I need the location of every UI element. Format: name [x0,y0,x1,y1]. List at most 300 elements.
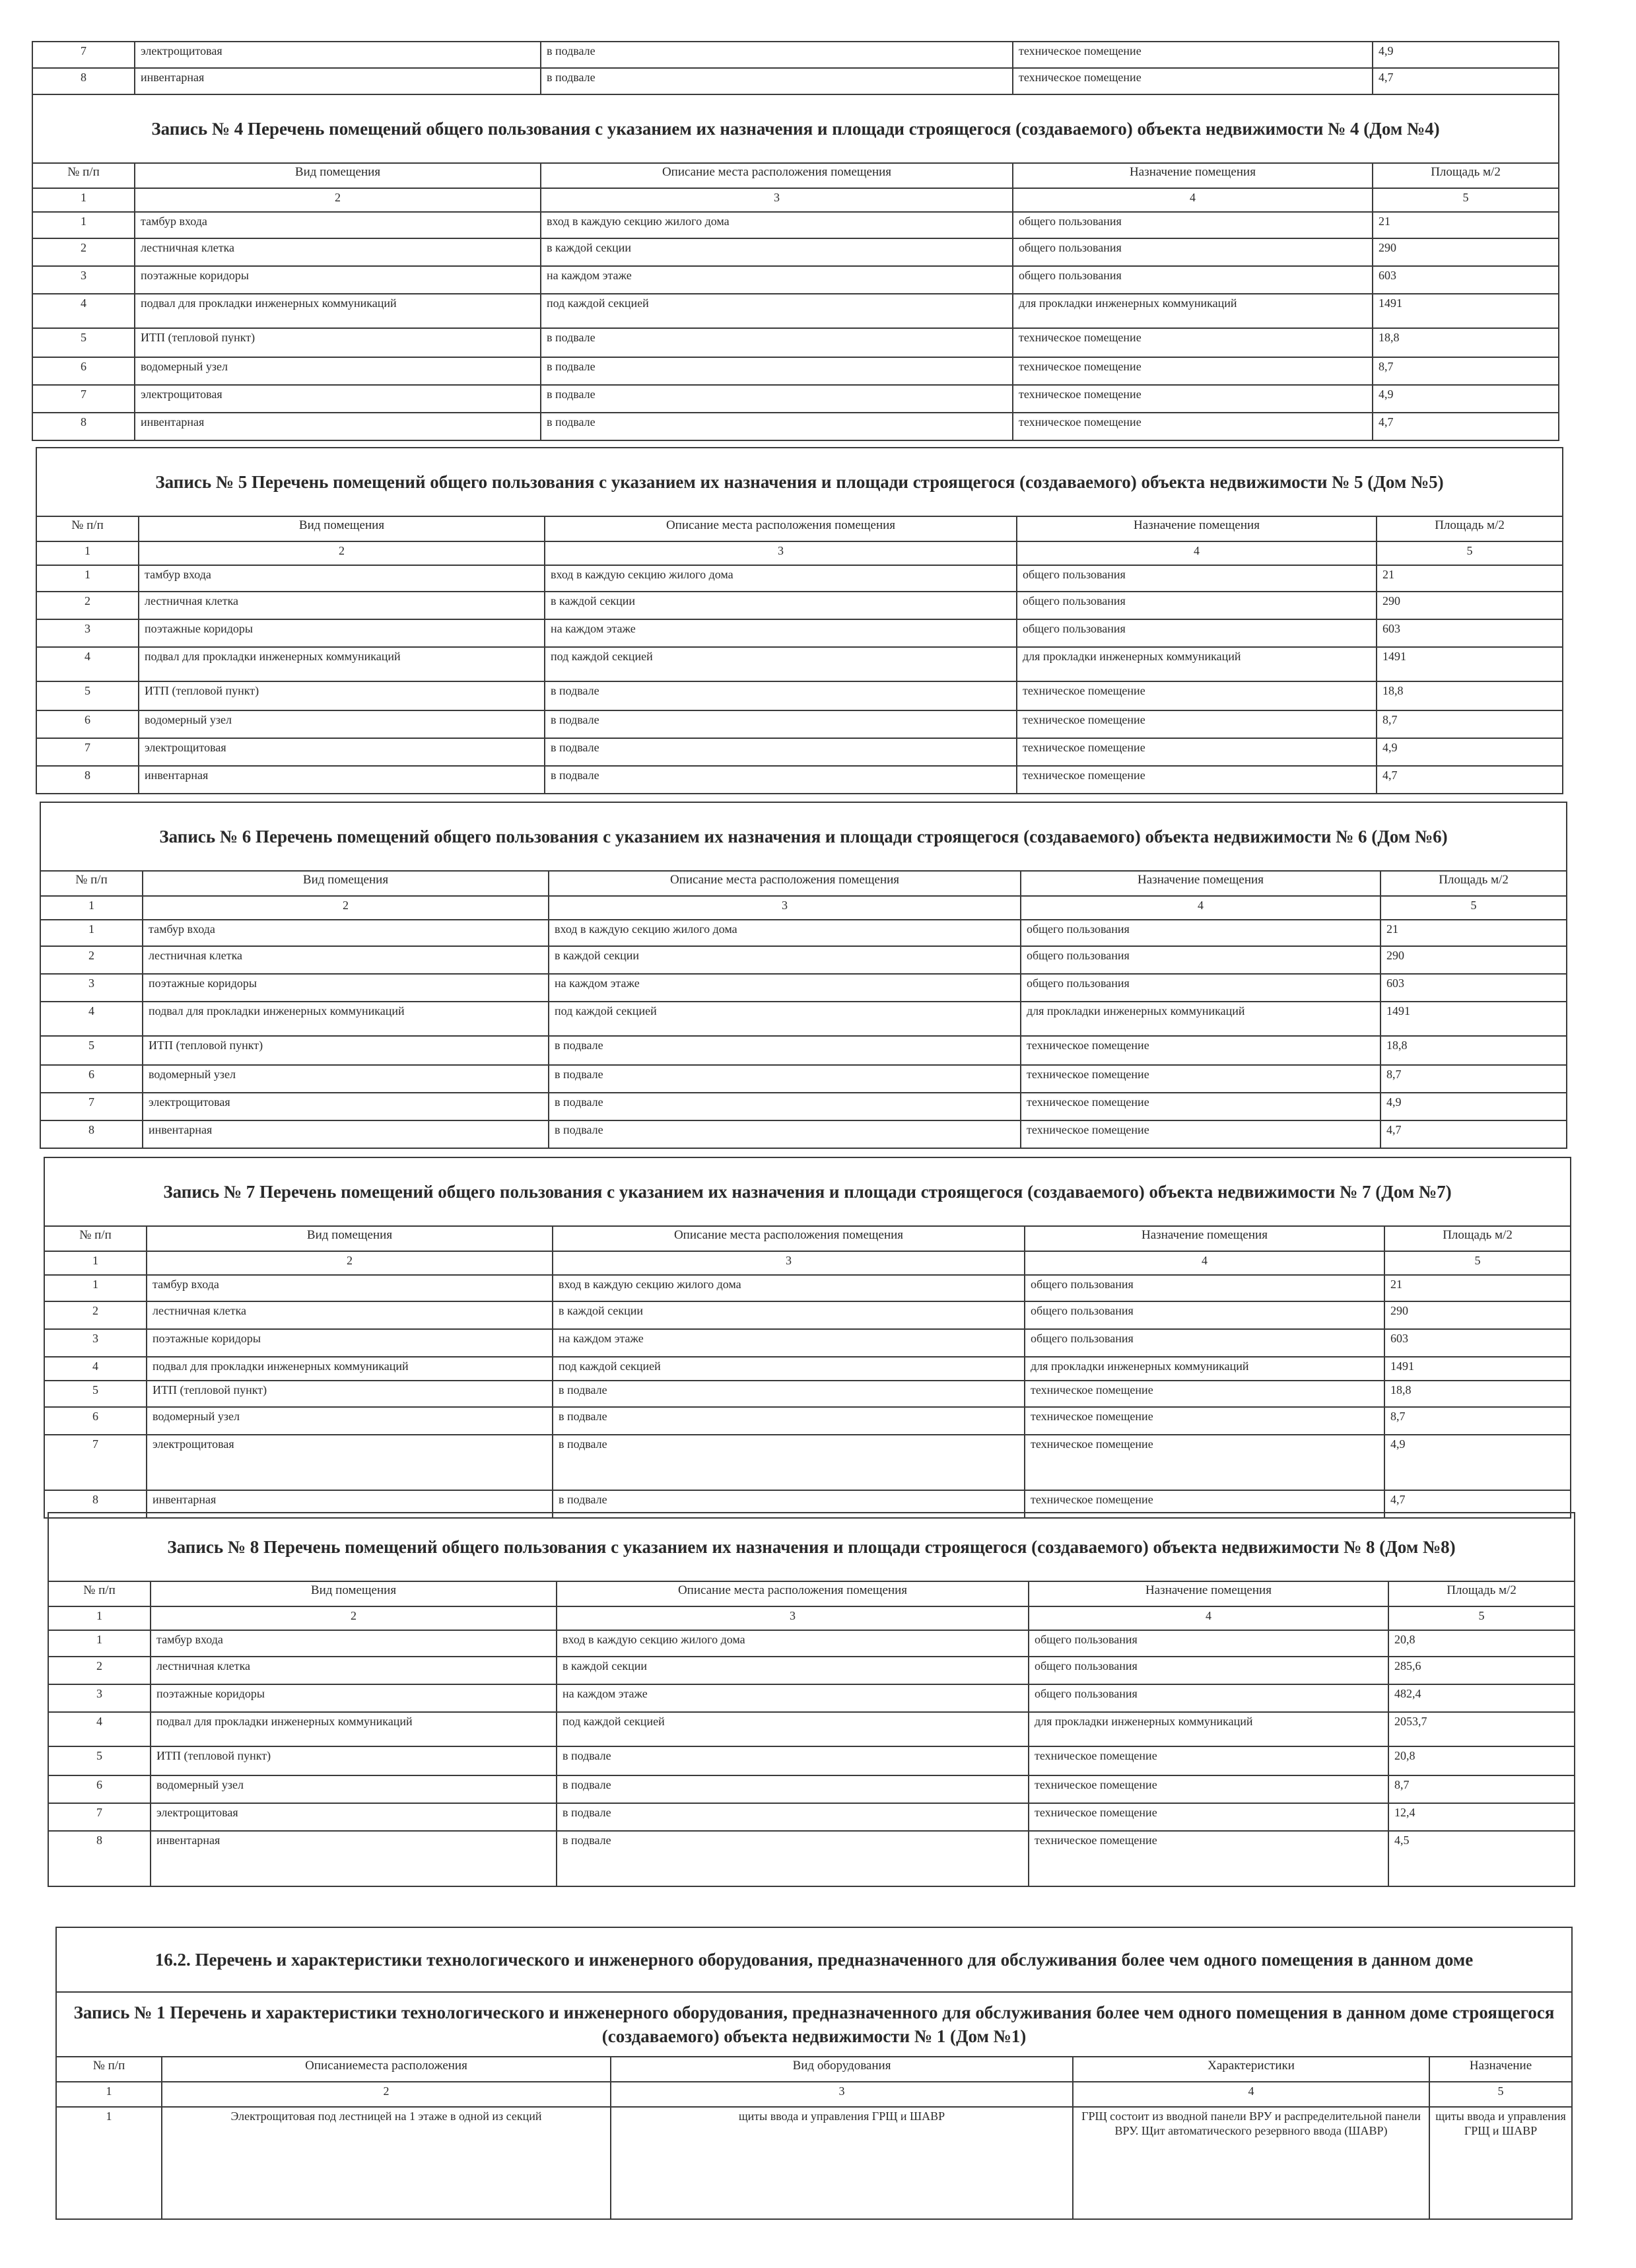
cell-area: 603 [1380,974,1567,1002]
cell-place: под каждой секцией [553,1357,1025,1381]
cell-kind: подвал для прокладки инженерных коммуникаций [135,294,541,328]
cell-num: 2 [48,1657,151,1684]
cell-area: 8,7 [1380,1065,1567,1093]
table-row [40,974,1567,1002]
cell-kind: тамбур входа [139,565,545,592]
cell-area: 8,7 [1377,710,1563,738]
cell-purpose: для прокладки инженерных коммуникаций [1025,1357,1384,1381]
cell-purpose: общего пользования [1021,974,1380,1002]
cell-area: 21 [1380,920,1567,946]
cell-purpose: техническое помещение [1013,357,1373,385]
record-table [48,1512,1575,1887]
cell-area: 603 [1373,266,1559,294]
cell-purpose: техническое помещение [1025,1490,1384,1518]
cell-place: вход в каждую секцию жилого дома [557,1630,1029,1657]
header-place: Описание места расположения помещения [557,1581,1029,1606]
header-purpose: Назначение помещения [1029,1581,1388,1606]
colnum-4: 4 [1021,896,1380,920]
cell-place: в подвале [553,1435,1025,1490]
cell-num: 7 [44,1435,147,1490]
table-row [48,1775,1575,1803]
cell-equipment: щиты ввода и управления ГРЩ и ШАВР [611,2107,1073,2219]
cell-num: 1 [32,212,135,238]
cell-kind: водомерный узел [143,1065,549,1093]
table-row [32,294,1559,328]
cell-num: 4 [48,1712,151,1746]
table-row [32,357,1559,385]
header-num: № п/п [36,516,139,541]
cell-kind: поэтажные коридоры [151,1684,557,1712]
cell-purpose: общего пользования [1013,212,1373,238]
table-row [44,1381,1571,1407]
cell-kind: лестничная клетка [151,1657,557,1684]
table-row [36,516,1563,541]
table-row [36,710,1563,738]
header-place: Описание места расположения помещения [553,1226,1025,1251]
cell-kind: поэтажные коридоры [139,619,545,647]
cell-area: 285,6 [1388,1657,1575,1684]
cell-area: 18,8 [1377,681,1563,710]
cell-area: 4,9 [1384,1435,1571,1490]
table-row [32,188,1559,212]
cell-num: 6 [48,1775,151,1803]
colnum-1: 1 [44,1251,147,1275]
colnum-1: 1 [36,541,139,565]
cell-area: 18,8 [1373,328,1559,357]
header-num: № п/п [44,1226,147,1251]
cell-num: 5 [36,681,139,710]
cell-area: 21 [1373,212,1559,238]
colnum-5: 5 [1373,188,1559,212]
cell-num: 8 [48,1831,151,1886]
cell-area: 18,8 [1384,1381,1571,1407]
cell-purpose: общего пользования [1025,1275,1384,1301]
cell-purpose: щиты ввода и управления ГРЩ и ШАВР [1429,2107,1572,2219]
cell-purpose: техническое помещение [1021,1036,1380,1065]
colnum-1: 1 [40,896,143,920]
cell-kind: инвентарная [135,413,541,440]
cell-area: 4,7 [1377,766,1563,794]
cell-place: вход в каждую секцию жилого дома [545,565,1017,592]
cell-place: на каждом этаже [545,619,1017,647]
cell-place: в подвале [549,1036,1021,1065]
colnum-1: 1 [32,188,135,212]
table-row [40,1002,1567,1036]
cell-kind: лестничная клетка [139,592,545,619]
cell-area: 4,9 [1373,385,1559,413]
header-area: Площадь м/2 [1388,1581,1575,1606]
cell-kind: водомерный узел [135,357,541,385]
record-title: Запись № 6 Перечень помещений общего пользования с указанием их назначения и площади строящегося (создаваемого) объекта недвижимости № 6 (Дом №6) [40,802,1567,871]
colnum-4: 4 [1029,1606,1388,1630]
cell-kind: ИТП (тепловой пункт) [151,1746,557,1775]
cell-place: в каждой секции [545,592,1017,619]
header-area: Площадь м/2 [1384,1226,1571,1251]
cell-place: под каждой секцией [549,1002,1021,1036]
cell-area: 8,7 [1373,357,1559,385]
cell-area: 4,5 [1388,1831,1575,1886]
cell-place: в подвале [545,681,1017,710]
cell-place: на каждом этаже [549,974,1021,1002]
cell-kind: подвал для прокладки инженерных коммуникаций [151,1712,557,1746]
cell-place: вход в каждую секцию жилого дома [541,212,1013,238]
cell-num: 5 [40,1036,143,1065]
cell-kind: лестничная клетка [143,946,549,974]
table-row [40,946,1567,974]
cell-kind: поэтажные коридоры [135,266,541,294]
table-row [40,1065,1567,1093]
cell-num: 3 [44,1329,147,1357]
header-purpose: Назначение помещения [1025,1226,1384,1251]
table-row [44,1329,1571,1357]
header-purpose: Назначение [1429,2057,1572,2082]
table-row [32,212,1559,238]
cell-place: в подвале [549,1093,1021,1120]
table-row [44,1226,1571,1251]
cell-kind: инвентарная [139,766,545,794]
cell-num: 3 [36,619,139,647]
cell-kind: ИТП (тепловой пункт) [139,681,545,710]
cell-kind: лестничная клетка [135,238,541,266]
colnum-2: 2 [139,541,545,565]
cell-place: в подвале [541,385,1013,413]
cell-kind: тамбур входа [147,1275,553,1301]
cell-kind: подвал для прокладки инженерных коммуникаций [143,1002,549,1036]
cell-purpose: общего пользования [1029,1630,1388,1657]
table-row [44,1251,1571,1275]
colnum-4: 4 [1073,2082,1429,2107]
cell-num: 5 [48,1746,151,1775]
cell-num: 2 [36,592,139,619]
header-area: Площадь м/2 [1377,516,1563,541]
cell-place: в подвале [541,328,1013,357]
table-row [36,766,1563,794]
cell-place: в подвале [549,1065,1021,1093]
cell-purpose: техническое помещение [1025,1407,1384,1435]
colnum-1: 1 [48,1606,151,1630]
cell-purpose: техническое помещение [1013,328,1373,357]
cell-place: в подвале [557,1803,1029,1831]
cell-area: 4,9 [1380,1093,1567,1120]
table-row [40,802,1567,871]
header-place: Описание места расположения помещения [545,516,1017,541]
cell-kind: инвентарная [143,1120,549,1148]
cell-kind: электрощитовая [147,1435,553,1490]
cell-num: 1 [48,1630,151,1657]
table-row [36,541,1563,565]
header-kind: Вид помещения [135,163,541,188]
cell-area: 4,9 [1377,738,1563,766]
cell-place: в подвале [545,766,1017,794]
cell-area: 1491 [1373,294,1559,328]
cell-purpose: техническое помещение [1017,766,1377,794]
table-row [36,738,1563,766]
cell-area: 290 [1380,946,1567,974]
cell-purpose: техническое помещение [1017,681,1377,710]
cell-purpose: техническое помещение [1029,1803,1388,1831]
cell-num: 8 [36,766,139,794]
table-row [40,1120,1567,1148]
cell-kind: подвал для прокладки инженерных коммуникаций [139,647,545,681]
header-purpose: Назначение помещения [1013,163,1373,188]
table-row [40,871,1567,896]
cell-place: под каждой секцией [557,1712,1029,1746]
cell-area: 4,7 [1373,68,1559,94]
table-row [48,1803,1575,1831]
table-row [32,163,1559,188]
table-row [44,1275,1571,1301]
header-num: № п/п [48,1581,151,1606]
cell-purpose: для прокладки инженерных коммуникаций [1013,294,1373,328]
cell-kind: ИТП (тепловой пункт) [135,328,541,357]
table-row [32,385,1559,413]
cell-num: 3 [40,974,143,1002]
cell-area: 4,7 [1373,413,1559,440]
colnum-5: 5 [1384,1251,1571,1275]
cell-purpose: общего пользования [1013,238,1373,266]
cell-num: 1 [44,1275,147,1301]
record-title: Запись № 5 Перечень помещений общего пользования с указанием их назначения и площади строящегося (создаваемого) объекта недвижимости № 5 (Дом №5) [36,448,1563,516]
cell-num: 6 [32,357,135,385]
cell-num: 5 [32,328,135,357]
cell-place: в подвале [553,1490,1025,1518]
cell-kind: поэтажные коридоры [147,1329,553,1357]
record-title: Запись № 7 Перечень помещений общего пользования с указанием их назначения и площади строящегося (создаваемого) объекта недвижимости № 7 (Дом №7) [44,1157,1571,1226]
cell-purpose: общего пользования [1029,1684,1388,1712]
colnum-5: 5 [1380,896,1567,920]
cell-num: 8 [32,413,135,440]
cell-kind: водомерный узел [151,1775,557,1803]
section-16-2-title: 16.2. Перечень и характеристики технологического и инженерного оборудования, предназначенного для обслуживания более чем одного помещения в данном доме [56,1927,1572,1992]
section-16-2-table [55,1927,1573,2220]
table-row [36,619,1563,647]
cell-place: в подвале [553,1407,1025,1435]
cell-purpose: общего пользования [1021,946,1380,974]
cell-area: 12,4 [1388,1803,1575,1831]
cell-purpose: техническое помещение [1029,1775,1388,1803]
cell-kind: лестничная клетка [147,1301,553,1329]
cell-area: 20,8 [1388,1746,1575,1775]
cell-kind: водомерный узел [139,710,545,738]
record-table [44,1157,1571,1519]
cell-num: 7 [40,1093,143,1120]
cell-area: 1491 [1377,647,1563,681]
cell-place: в подвале [541,357,1013,385]
colnum-3: 3 [553,1251,1025,1275]
header-area: Площадь м/2 [1373,163,1559,188]
table-row [40,920,1567,946]
cell-num: 4 [32,294,135,328]
cell-kind: электрощитовая [151,1803,557,1831]
cell-purpose: общего пользования [1013,266,1373,294]
cell-purpose: техническое помещение [1029,1831,1388,1886]
header-kind: Вид помещения [147,1226,553,1251]
cell-kind: подвал для прокладки инженерных коммуникаций [147,1357,553,1381]
cell-place: под каждой секцией [541,294,1013,328]
table-row [48,1630,1575,1657]
cell-place: в подвале [557,1746,1029,1775]
header-location: Описаниеместа расположения [162,2057,611,2082]
table-row [48,1581,1575,1606]
table-row [48,1513,1575,1581]
colnum-5: 5 [1388,1606,1575,1630]
cell-num: 7 [32,385,135,413]
header-specs: Характеристики [1073,2057,1429,2082]
cell-place: в подвале [557,1831,1029,1886]
cell-place: в каждой секции [541,238,1013,266]
cell-kind: инвентарная [147,1490,553,1518]
cell-place: в подвале [557,1775,1029,1803]
cell-num: 8 [32,68,135,94]
cell-place: в каждой секции [549,946,1021,974]
cell-purpose: техническое помещение [1013,413,1373,440]
table-row [48,1746,1575,1775]
cell-purpose: техническое помещение [1021,1065,1380,1093]
colnum-5: 5 [1429,2082,1572,2107]
cell-kind: водомерный узел [147,1407,553,1435]
cell-purpose: техническое помещение [1029,1746,1388,1775]
header-num: № п/п [32,163,135,188]
cell-purpose: техническое помещение [1025,1435,1384,1490]
table-row [40,1093,1567,1120]
table-row [32,238,1559,266]
table-row [36,681,1563,710]
cell-place: в подвале [541,42,1013,68]
table-row [48,1712,1575,1746]
cell-area: 18,8 [1380,1036,1567,1065]
colnum-3: 3 [545,541,1017,565]
table-row [44,1301,1571,1329]
cell-area: 1491 [1384,1357,1571,1381]
table-row [32,94,1559,163]
cell-num: 3 [48,1684,151,1712]
cell-kind: поэтажные коридоры [143,974,549,1002]
cell-area: 20,8 [1388,1630,1575,1657]
table-row [56,2107,1572,2219]
colnum-4: 4 [1013,188,1373,212]
cell-num: 7 [48,1803,151,1831]
record-title: Запись № 4 Перечень помещений общего пользования с указанием их назначения и площади строящегося (создаваемого) объекта недвижимости № 4 (Дом №4) [32,94,1559,163]
table-row [36,592,1563,619]
cell-purpose: для прокладки инженерных коммуникаций [1021,1002,1380,1036]
cell-area: 2053,7 [1388,1712,1575,1746]
colnum-3: 3 [549,896,1021,920]
header-area: Площадь м/2 [1380,871,1567,896]
cell-place: в подвале [541,413,1013,440]
header-purpose: Назначение помещения [1021,871,1380,896]
cell-num: 6 [36,710,139,738]
cell-num: 4 [44,1357,147,1381]
table-row [48,1606,1575,1630]
cell-num: 2 [44,1301,147,1329]
cell-purpose: техническое помещение [1013,42,1373,68]
cell-num: 4 [36,647,139,681]
cell-kind: инвентарная [151,1831,557,1886]
cell-area: 482,4 [1388,1684,1575,1712]
colnum-2: 2 [135,188,541,212]
table-row [32,413,1559,440]
cell-area: 4,7 [1380,1120,1567,1148]
cell-place: вход в каждую секцию жилого дома [553,1275,1025,1301]
table-row [36,647,1563,681]
colnum-4: 4 [1017,541,1377,565]
cell-num: 2 [40,946,143,974]
header-place: Описание места расположения помещения [541,163,1013,188]
cell-place: под каждой секцией [545,647,1017,681]
record-table [32,94,1559,441]
header-equipment: Вид оборудования [611,2057,1073,2082]
header-num: № п/п [56,2057,162,2082]
header-num: № п/п [40,871,143,896]
cell-num: 1 [56,2107,162,2219]
header-purpose: Назначение помещения [1017,516,1377,541]
cell-area: 603 [1377,619,1563,647]
table-row [36,448,1563,516]
record-title: Запись № 8 Перечень помещений общего пользования с указанием их назначения и площади строящегося (создаваемого) объекта недвижимости № 8 (Дом №8) [48,1513,1575,1581]
cell-purpose: общего пользования [1021,920,1380,946]
cell-num: 7 [36,738,139,766]
cell-purpose: техническое помещение [1025,1381,1384,1407]
colnum-4: 4 [1025,1251,1384,1275]
cell-area: 4,9 [1373,42,1559,68]
record-table [36,447,1563,794]
cell-kind: инвентарная [135,68,541,94]
cell-purpose: техническое помещение [1013,385,1373,413]
colnum-2: 2 [147,1251,553,1275]
header-kind: Вид помещения [143,871,549,896]
cell-num: 8 [40,1120,143,1148]
cell-kind: электрощитовая [139,738,545,766]
table-row [48,1657,1575,1684]
cell-purpose: для прокладки инженерных коммуникаций [1029,1712,1388,1746]
cell-purpose: техническое помещение [1013,68,1373,94]
cell-kind: электрощитовая [135,42,541,68]
cell-place: на каждом этаже [553,1329,1025,1357]
cell-place: на каждом этаже [557,1684,1029,1712]
cell-kind: электрощитовая [143,1093,549,1120]
cell-purpose: общего пользования [1017,619,1377,647]
cell-kind: тамбур входа [135,212,541,238]
table-row [48,1831,1575,1886]
cell-kind: электрощитовая [135,385,541,413]
header-kind: Вид помещения [139,516,545,541]
table-row [40,896,1567,920]
cell-num: 5 [44,1381,147,1407]
table-row [40,1036,1567,1065]
cell-place: в подвале [545,738,1017,766]
cell-place: вход в каждую секцию жилого дома [549,920,1021,946]
colnum-2: 2 [151,1606,557,1630]
cell-purpose: общего пользования [1017,565,1377,592]
cell-num: 2 [32,238,135,266]
colnum-2: 2 [143,896,549,920]
first-table-body [32,42,1559,94]
cell-num: 6 [40,1065,143,1093]
cell-area: 8,7 [1384,1407,1571,1435]
colnum-3: 3 [541,188,1013,212]
cell-purpose: техническое помещение [1017,738,1377,766]
table-row [44,1357,1571,1381]
table-row [32,266,1559,294]
cell-num: 1 [36,565,139,592]
first-table [32,41,1559,95]
cell-kind: ИТП (тепловой пункт) [147,1381,553,1407]
header-kind: Вид помещения [151,1581,557,1606]
colnum-3: 3 [557,1606,1029,1630]
cell-purpose: общего пользования [1017,592,1377,619]
cell-place: в подвале [541,68,1013,94]
cell-location: Электрощитовая под лестницей на 1 этаже в одной из секций [162,2107,611,2219]
